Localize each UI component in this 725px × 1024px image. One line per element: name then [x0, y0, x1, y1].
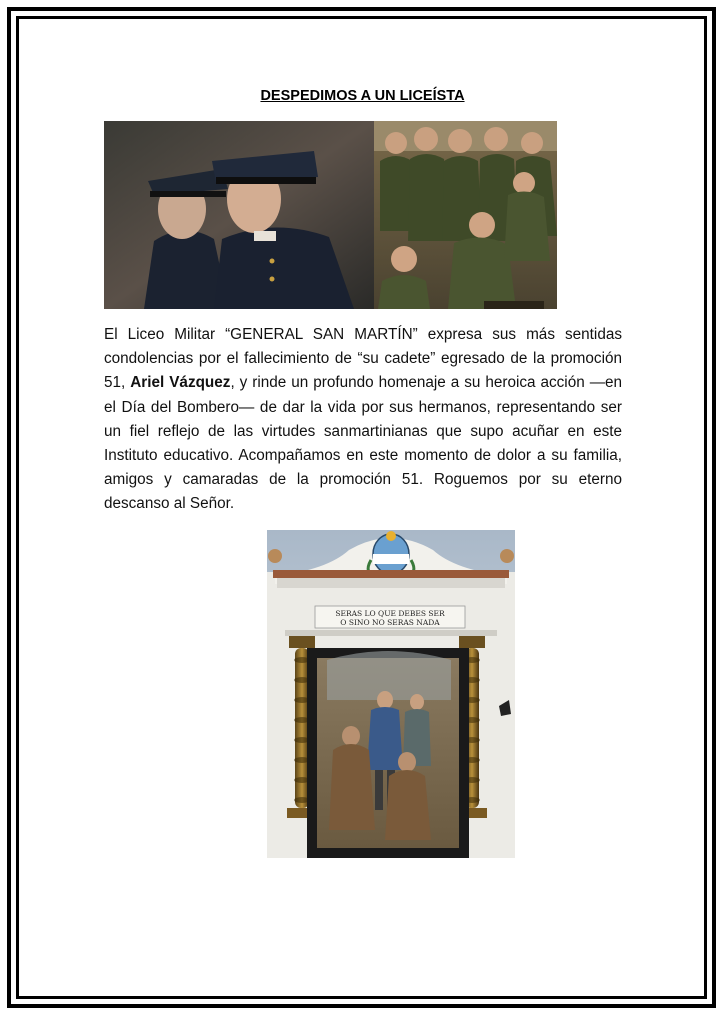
page-title: DESPEDIMOS A UN LICEÍSTA: [260, 88, 465, 104]
inscription-line-1: SERAS LO QUE DEBES SER: [335, 609, 445, 618]
photo-collage: [104, 121, 557, 309]
inscription-line-2: O SINO NO SERAS NADA: [340, 618, 440, 627]
paragraph-text-end: , y rinde un profundo homenaje a su heroica acción —en el Día del Bombero— de dar la vida por sus hermanos, representando ser un fiel reflejo de las virtudes sanmartinianas que supo acuñar en este Instituto educativo. Acompañamos en este momento de dolor a su familia, amigos y camaradas de la promoción 51. Roguemos por su eterno descanso al Señor.: [104, 374, 623, 513]
cadets-dress-uniform-photo: [104, 121, 374, 309]
paragraph-text-start: El Liceo Militar “GENERAL SAN MARTÍN” expresa sus más sentidas condolencias por el fallecimiento de “su cadete” egresado de la promoción 51,: [104, 326, 622, 392]
cadets-group-photo: [374, 121, 557, 309]
cadet-name: Ariel Vázquez: [130, 374, 231, 392]
condolence-paragraph: [104, 323, 622, 517]
shrine-photo: [267, 530, 515, 858]
